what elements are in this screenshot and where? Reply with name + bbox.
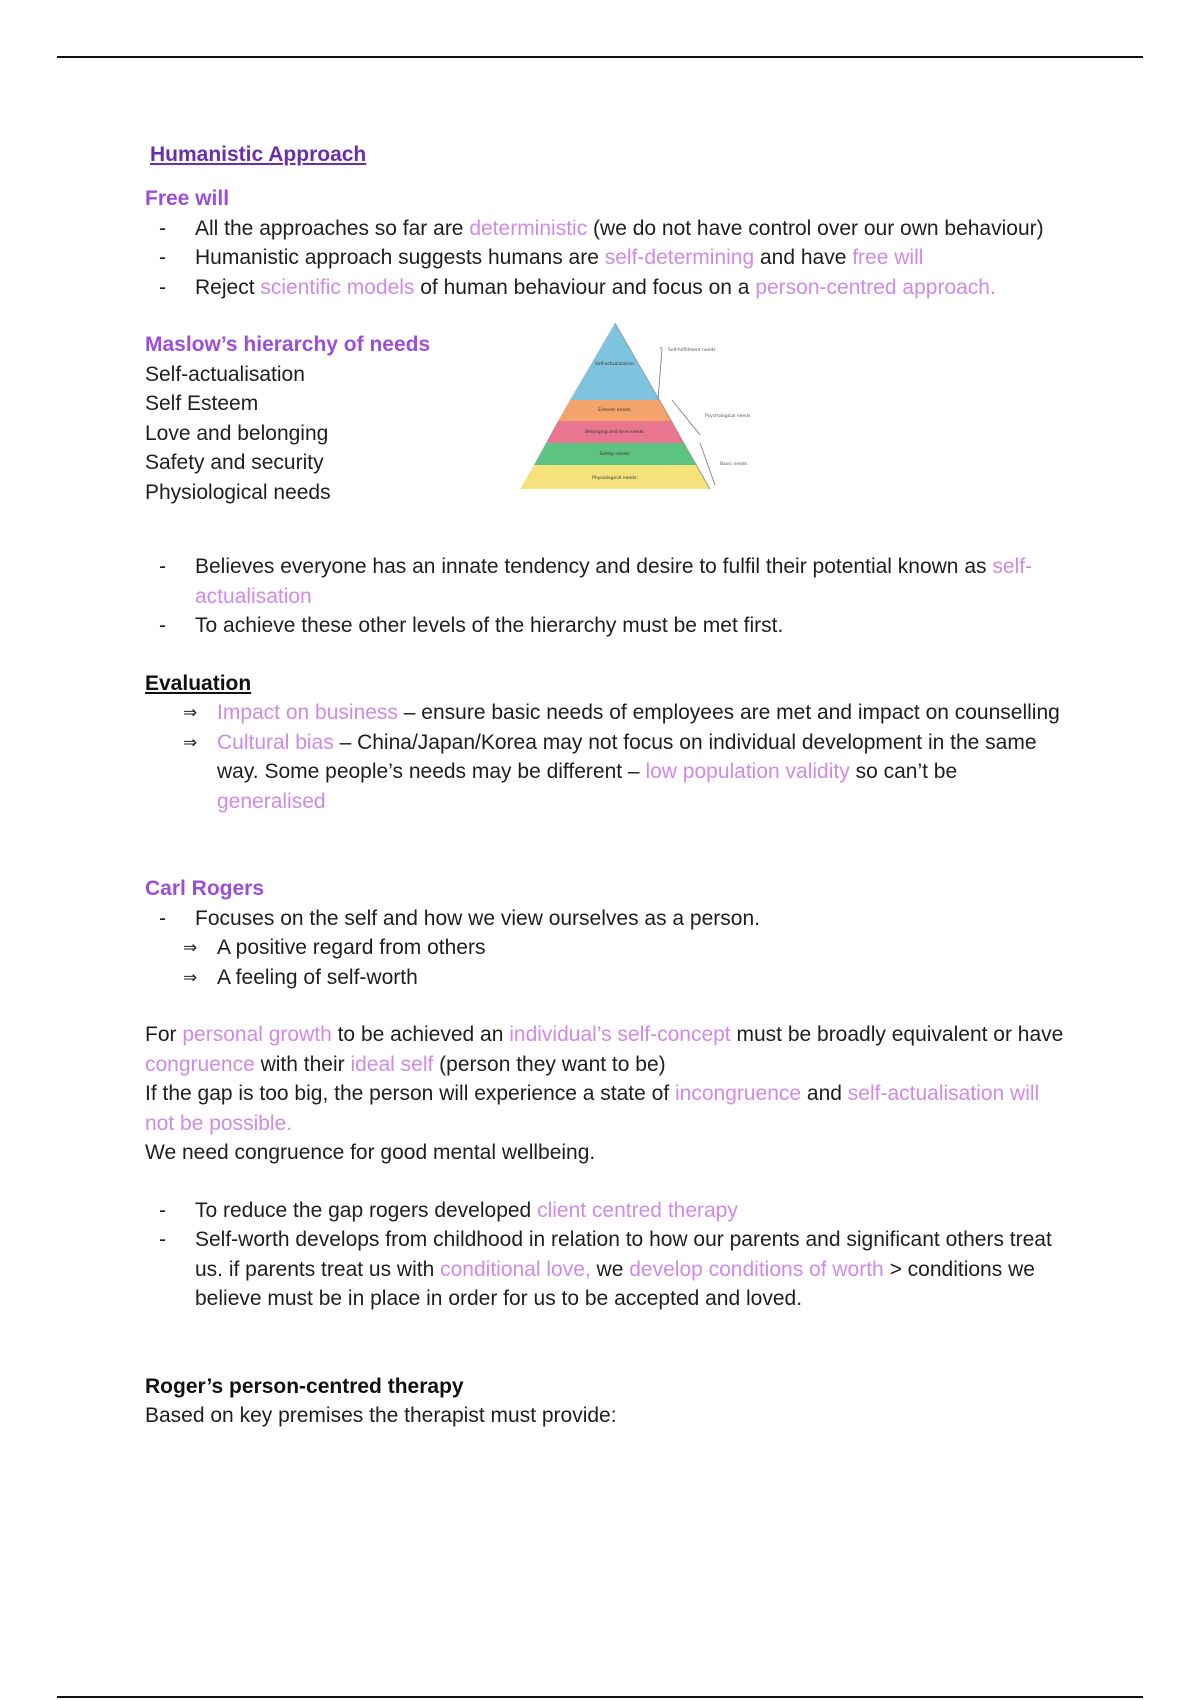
paragraph	[145, 1138, 1065, 1168]
pyramid-side-label: Self-fulfillment needs	[668, 348, 716, 353]
list-item	[145, 728, 1065, 817]
maslow-level: Self-actualisation	[145, 362, 305, 386]
text-run: Humanistic approach suggests humans are	[195, 246, 605, 269]
maslow-level: Safety and security	[145, 451, 324, 474]
highlighted-term: Cultural bias	[217, 730, 334, 754]
text-run: > conditions we believe must be in place in order for us to be accepted and loved.	[195, 1257, 1035, 1310]
text-run: must be broadly equivalent or have	[730, 1023, 1064, 1046]
free-will-heading: Free will	[145, 187, 230, 210]
paragraph: Based on key premises the therapist must provide:	[145, 1404, 617, 1427]
pyramid-label: Safety needs:	[599, 452, 631, 457]
highlighted-term: incongruence	[674, 1082, 802, 1105]
list-item	[145, 698, 1065, 728]
highlighted-term: personal growth	[182, 1023, 332, 1046]
text-run: – China/Japan/Korea may not focus on individual development in the same way. Some people’s needs may be different –	[217, 730, 1037, 783]
text-run: – ensure basic needs of employees are met and impact on counselling	[397, 701, 1060, 724]
text-run: so can’t be	[849, 760, 958, 783]
text-run: of human behaviour and focus on a	[414, 275, 756, 299]
rogers-sub-list	[145, 933, 1065, 992]
text-run: Reject	[195, 275, 261, 299]
list-item	[145, 214, 1065, 244]
maslow-heading: Maslow’s hierarchy of needs	[145, 333, 431, 356]
pyramid-label: Belonging and love needs:	[585, 430, 645, 435]
highlighted-term: free will	[852, 246, 924, 269]
document-body	[145, 140, 1065, 1431]
text-run: A positive regard from others	[217, 936, 486, 959]
list-item	[145, 933, 1065, 963]
pyramid-side-label: Psychological needs	[705, 414, 751, 419]
list-item	[145, 1196, 1065, 1226]
text-run: To reduce the gap rogers developed	[195, 1198, 538, 1222]
pyramid-label: Esteem needs:	[598, 408, 632, 413]
highlighted-term: generalised	[217, 789, 326, 813]
text-run: To achieve these other levels of the hierarchy must be met first.	[195, 614, 784, 637]
list-item	[145, 552, 1065, 611]
maslow-section	[145, 330, 1065, 530]
paragraph	[145, 1020, 1065, 1079]
maslow-level: Love and belonging	[145, 421, 329, 445]
text-run: and have	[754, 246, 853, 269]
maslow-level: Physiological needs	[145, 480, 331, 504]
text-run: Self-worth develops from childhood in relation to how our parents and significant others treat us. if parents treat us with	[195, 1228, 1052, 1281]
list-item	[145, 904, 1065, 934]
carl-rogers-heading: Carl Rogers	[145, 877, 265, 900]
text-run: with their	[254, 1052, 351, 1076]
page-title: Humanistic Approach	[150, 143, 367, 166]
top-rule	[57, 56, 1143, 58]
list-item	[145, 273, 1065, 303]
pyramid-side-label: Basic needs	[720, 462, 747, 467]
text-run: A feeling of self-worth	[217, 965, 418, 989]
text-run: We need congruence for good mental wellbeing.	[145, 1141, 596, 1164]
bottom-rule	[57, 1696, 1143, 1698]
evaluation-list	[145, 698, 1065, 816]
rogers-list	[145, 904, 1065, 934]
highlighted-term: self-actualisation will not be possible.	[145, 1082, 1040, 1135]
text-run: (we do not have control over our own behaviour)	[587, 216, 1044, 240]
highlighted-term: scientific models	[260, 275, 415, 299]
highlighted-term: self-actualisation	[195, 555, 1033, 608]
text-run: we	[590, 1257, 630, 1281]
list-item	[145, 963, 1065, 993]
highlighted-term: person-centred approach.	[755, 275, 996, 299]
paragraph	[145, 1079, 1065, 1138]
maslow-list	[145, 552, 1065, 641]
text-run: For	[145, 1023, 183, 1046]
free-will-list	[145, 214, 1065, 303]
highlighted-term: conditional love,	[440, 1257, 591, 1281]
list-item	[145, 611, 1065, 641]
highlighted-term: Impact on business	[217, 701, 398, 724]
pyramid-label: Self-actualization:	[594, 362, 636, 367]
highlighted-term: congruence	[145, 1052, 255, 1076]
text-run: Focuses on the self and how we view ourselves as a person.	[195, 906, 760, 930]
maslow-level: Self Esteem	[145, 392, 259, 415]
highlighted-term: client centred therapy	[537, 1198, 738, 1222]
highlighted-term: deterministic	[469, 216, 588, 240]
text-run: (person they want to be)	[433, 1052, 666, 1076]
highlighted-term: develop conditions of worth	[629, 1257, 884, 1281]
highlighted-term: low population validity	[645, 760, 850, 783]
highlighted-term: self-determining	[604, 246, 755, 269]
list-item	[145, 1225, 1065, 1314]
text-run: If the gap is too big, the person will experience a state of	[145, 1082, 675, 1105]
list-item	[145, 243, 1065, 273]
therapy-heading: Roger’s person-centred therapy	[145, 1374, 464, 1398]
highlighted-term: individual’s self-concept	[509, 1023, 731, 1046]
text-run: Believes everyone has an innate tendency and desire to fulfil their potential known as	[195, 555, 993, 578]
pyramid-label: Physiological needs:	[592, 476, 638, 481]
text-run: to be achieved an	[331, 1023, 510, 1046]
highlighted-term: ideal self	[350, 1052, 434, 1076]
text-run: and	[801, 1082, 848, 1105]
maslow-pyramid-image	[500, 315, 820, 510]
evaluation-heading: Evaluation	[145, 671, 252, 695]
text-run: All the approaches so far are	[195, 216, 470, 240]
rogers-therapy-list	[145, 1196, 1065, 1314]
